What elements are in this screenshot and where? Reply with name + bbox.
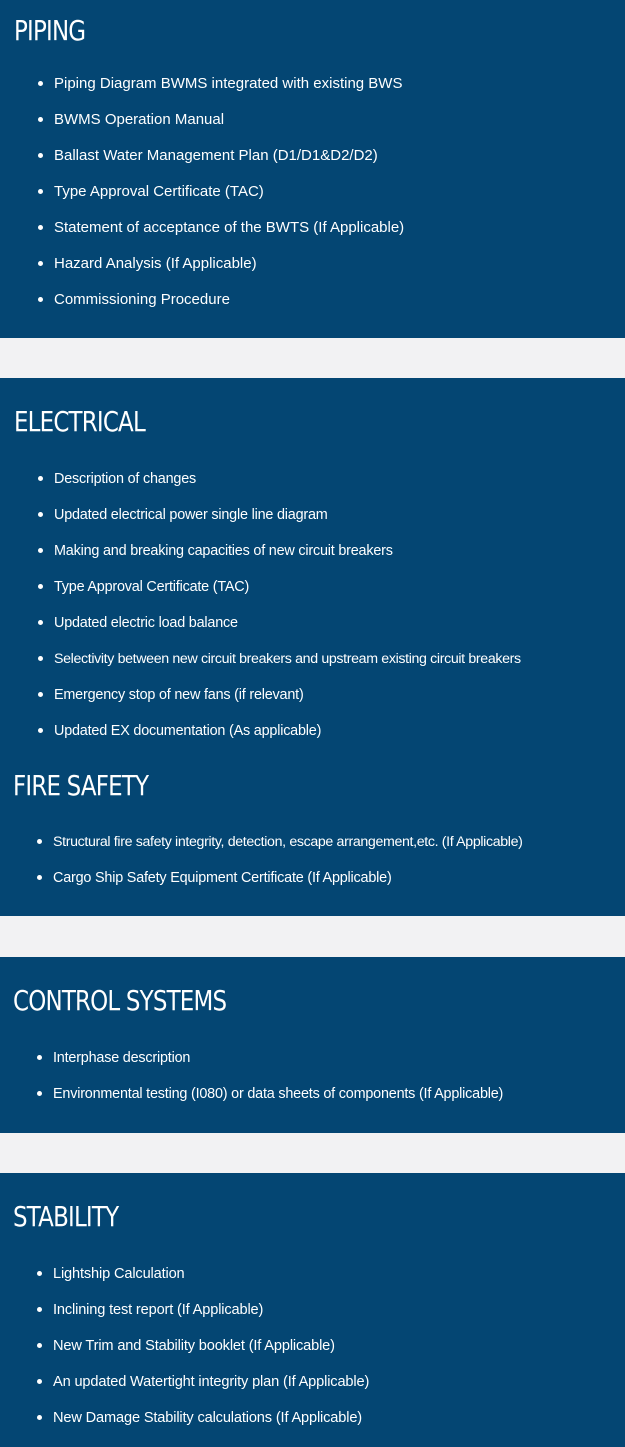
bullet-icon [38, 692, 43, 697]
list-item: BWMS Operation Manual [54, 109, 404, 145]
bullet-icon [38, 656, 43, 661]
list-item: New Trim and Stability booklet (If Applicable) [53, 1335, 369, 1371]
list-item: Hazard Analysis (If Applicable) [54, 253, 404, 289]
bullet-icon [38, 548, 43, 553]
list-item: Cargo Ship Safety Equipment Certificate (If Applicable) [53, 867, 523, 903]
electrical-title: ELECTRICAL [14, 405, 145, 438]
bullet-icon [37, 1343, 42, 1348]
list-item: Type Approval Certificate (TAC) [54, 181, 404, 217]
list-item: Emergency stop of new fans (if relevant) [54, 684, 521, 720]
bullet-icon [37, 1307, 42, 1312]
list-item: Updated electric load balance [54, 612, 521, 648]
bullet-icon [38, 261, 43, 266]
stability-list [53, 1263, 369, 1443]
list-item: Commissioning Procedure [54, 289, 404, 325]
bullet-icon [38, 297, 43, 302]
bullet-icon [37, 1379, 42, 1384]
list-item: Environmental testing (I080) or data sheets of components (If Applicable) [53, 1083, 503, 1119]
bullet-icon [38, 728, 43, 733]
control-systems-title: CONTROL SYSTEMS [13, 984, 227, 1017]
list-item: Selectivity between new circuit breakers and upstream existing circuit breakers [54, 648, 521, 684]
list-item: Interphase description [53, 1047, 503, 1083]
control-systems-list [53, 1047, 503, 1119]
piping-list [54, 73, 404, 325]
stability-section [0, 1173, 625, 1447]
list-item: Statement of acceptance of the BWTS (If Applicable) [54, 217, 404, 253]
piping-section [0, 0, 625, 338]
fire-safety-title: FIRE SAFETY [13, 769, 149, 802]
list-item: Ballast Water Management Plan (D1/D1&D2/D2) [54, 145, 404, 181]
electrical-list [54, 468, 521, 756]
list-item: Making and breaking capacities of new circuit breakers [54, 540, 521, 576]
bullet-icon [38, 153, 43, 158]
list-item: Updated electrical power single line diagram [54, 504, 521, 540]
bullet-icon [38, 189, 43, 194]
list-item: Updated EX documentation (As applicable) [54, 720, 521, 756]
bullet-icon [38, 512, 43, 517]
stability-title: STABILITY [13, 1200, 119, 1233]
control-systems-section [0, 957, 625, 1133]
bullet-icon [37, 839, 42, 844]
bullet-icon [37, 875, 42, 880]
bullet-icon [38, 476, 43, 481]
list-item: New Damage Stability calculations (If Applicable) [53, 1407, 369, 1443]
bullet-icon [38, 584, 43, 589]
bullet-icon [38, 117, 43, 122]
electrical-section [0, 378, 625, 916]
bullet-icon [38, 620, 43, 625]
bullet-icon [37, 1055, 42, 1060]
list-item: Lightship Calculation [53, 1263, 369, 1299]
bullet-icon [37, 1091, 42, 1096]
bullet-icon [38, 81, 43, 86]
piping-title: PIPING [14, 14, 86, 47]
bullet-icon [38, 225, 43, 230]
fire-safety-list [53, 831, 523, 903]
bullet-icon [37, 1415, 42, 1420]
list-item: Piping Diagram BWMS integrated with existing BWS [54, 73, 404, 109]
list-item: Type Approval Certificate (TAC) [54, 576, 521, 612]
bullet-icon [37, 1271, 42, 1276]
list-item: Inclining test report (If Applicable) [53, 1299, 369, 1335]
list-item: An updated Watertight integrity plan (If Applicable) [53, 1371, 369, 1407]
list-item: Description of changes [54, 468, 521, 504]
list-item: Structural fire safety integrity, detection, escape arrangement,etc. (If Applicable) [53, 831, 523, 867]
